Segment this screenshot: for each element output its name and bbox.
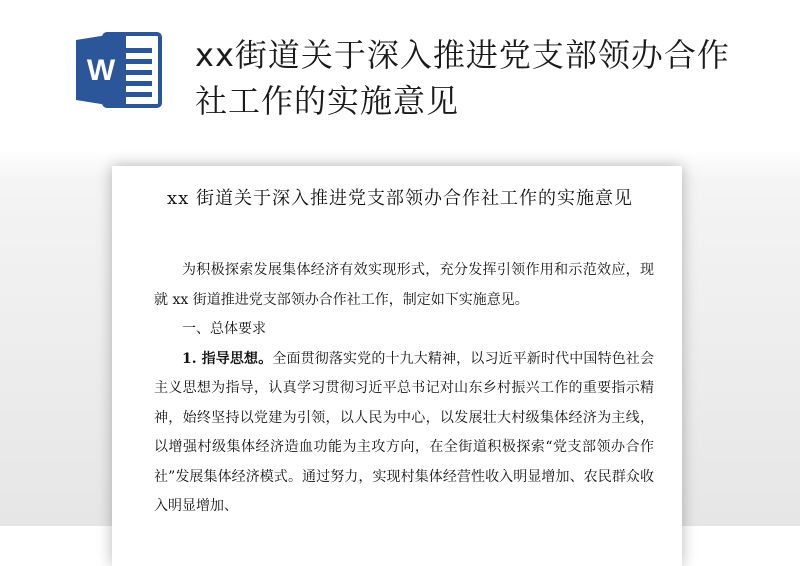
header-banner	[0, 0, 800, 150]
guiding-thought-paragraph	[154, 345, 654, 522]
section-heading: 一、总体要求	[182, 321, 266, 337]
word-document-icon	[74, 28, 166, 112]
document-title: xx 街道关于深入推进党支部领办合作社工作的实施意见	[166, 188, 634, 209]
document-page	[112, 166, 682, 566]
paragraph-lead: 1. 指导思想。	[182, 350, 273, 367]
intro-paragraph: 为积极探索发展集体经济有效实现形式，充分发挥引领作用和示范效应，现就 xx 街道推进党支部领办合作社工作，制定如下实施意见。	[154, 262, 654, 308]
header-title: xx街道关于深入推进党支部领办合作社工作的实施意见	[195, 36, 730, 120]
document-body	[154, 256, 654, 522]
word-icon-letter: W	[86, 54, 116, 87]
paragraph-body: 全面贯彻落实党的十九大精神，以习近平新时代中国特色社会主义思想为指导，认真学习贯彻习近平总书记对山东乡村振兴工作的重要指示精神，始终坚持以党建为引领，以人民为中心，以发展壮大村级集体经济为主线，以增强村级集体经济造血功能为主攻方向，在全街道积极探索“党支部领办合作社”发展集体经济模式。通过努力，实现村集体经营性收入明显增加、农民群众收入明显增加、	[154, 350, 654, 514]
